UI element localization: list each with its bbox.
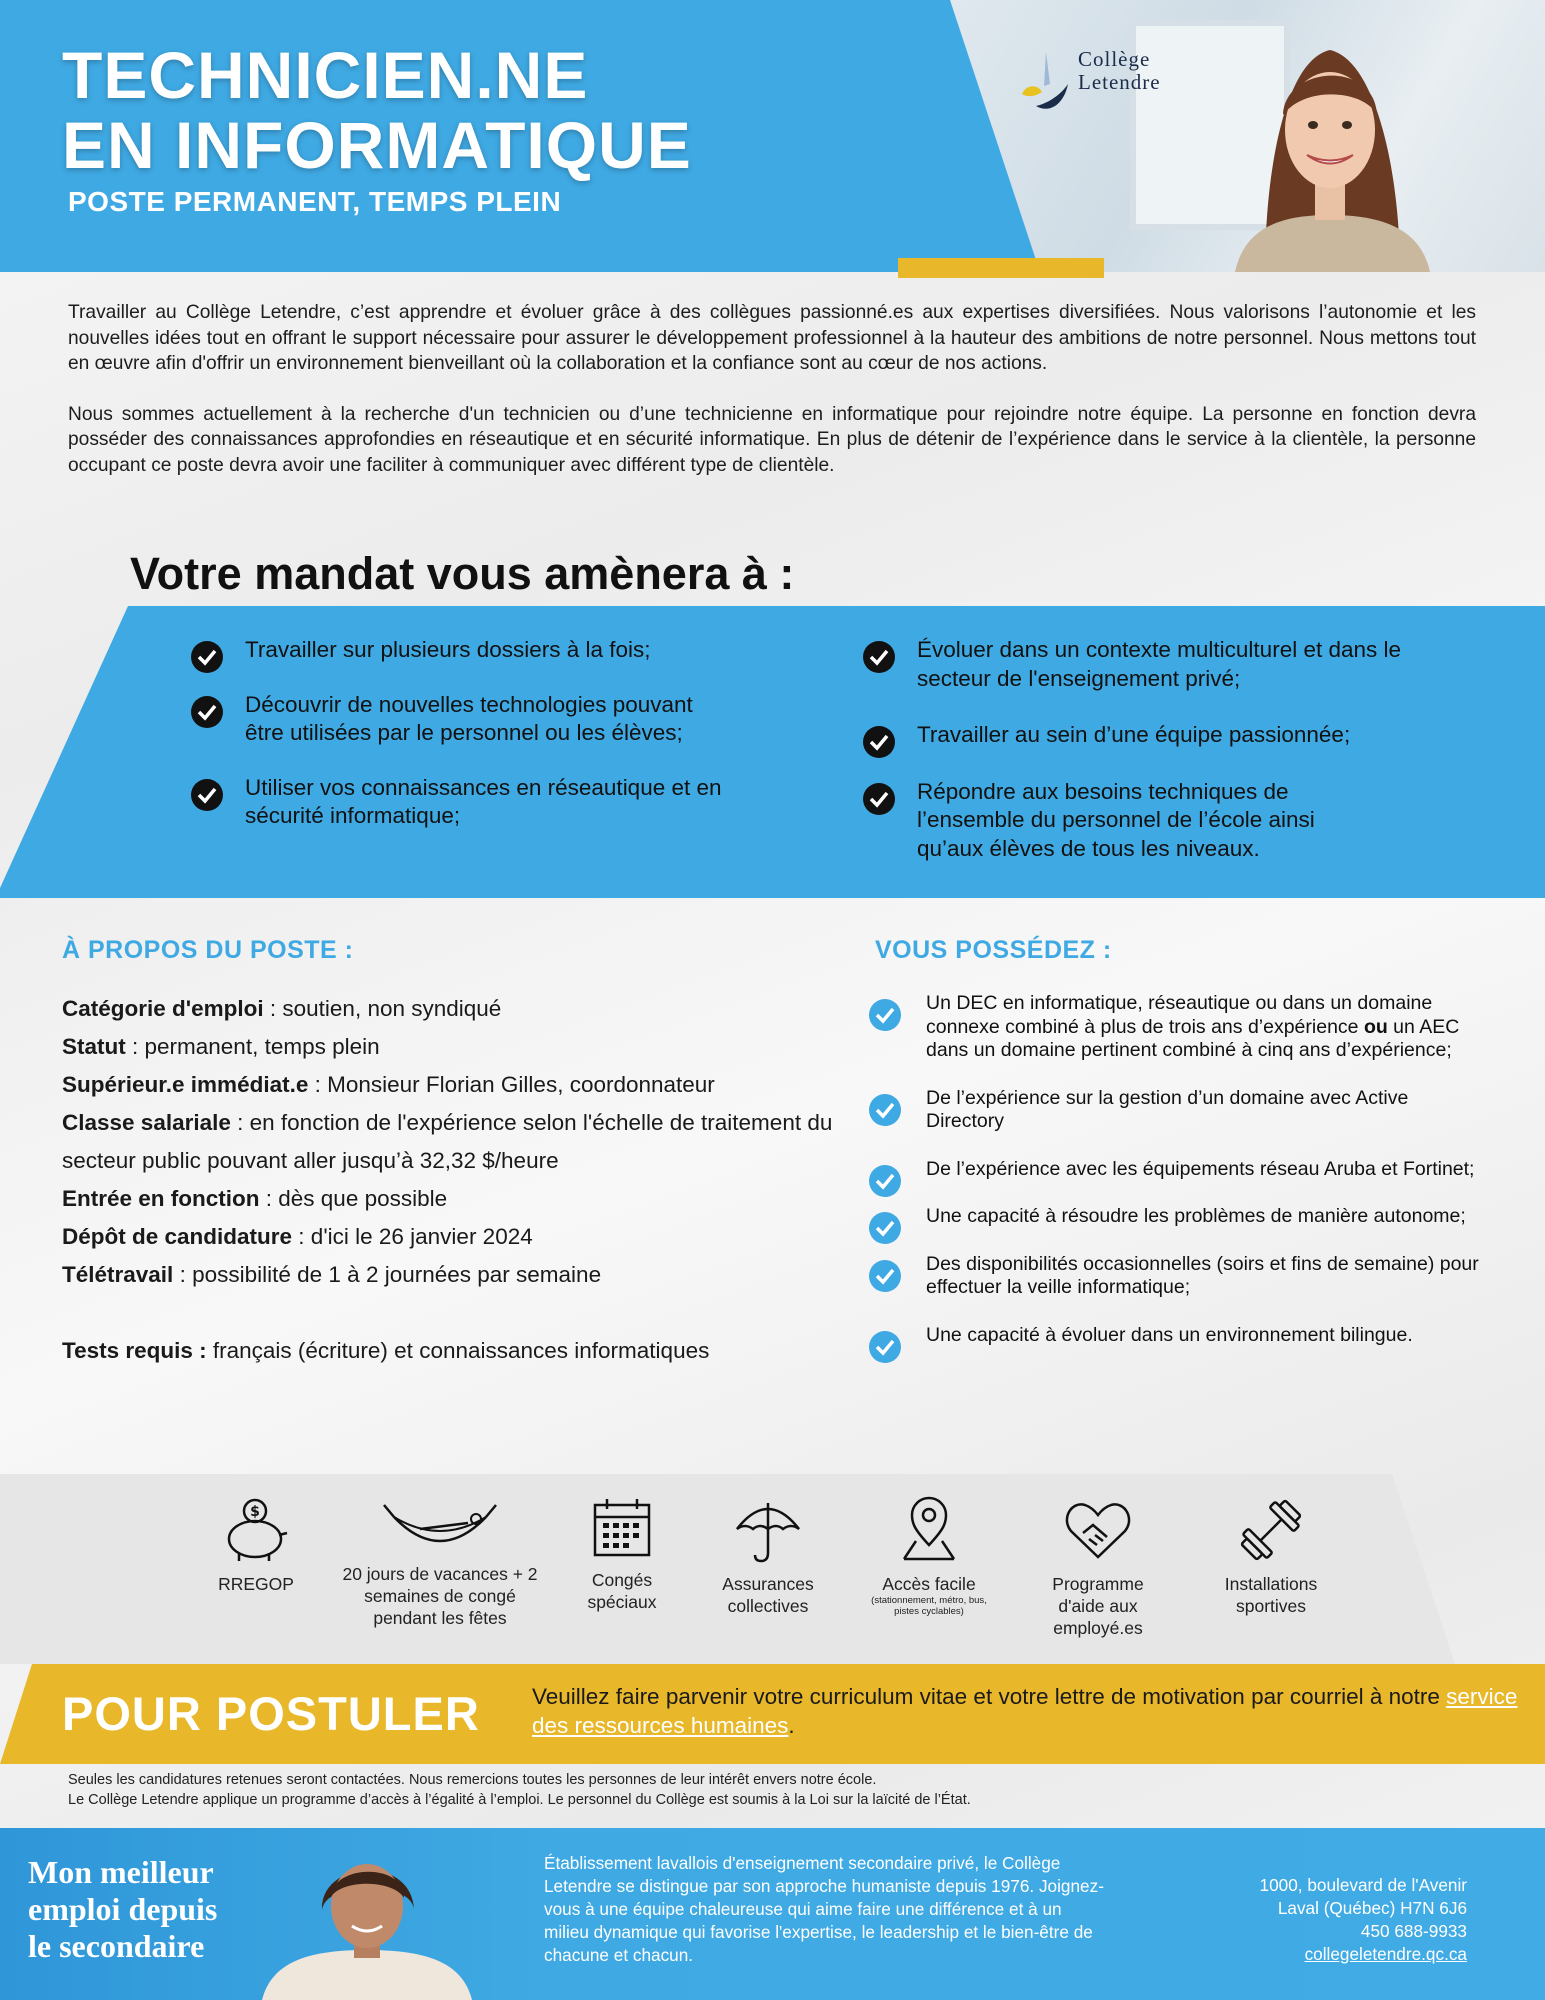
- benefit-assurances: [708, 1495, 828, 1617]
- check-circle-icon: [868, 1330, 902, 1364]
- footer-contact: [1260, 1874, 1467, 1966]
- detail-row: [62, 1218, 842, 1256]
- slogan-line: Mon meilleur: [28, 1854, 214, 1890]
- requirement-text: Une capacité à résoudre les problèmes de manière autonome;: [926, 1205, 1466, 1227]
- requirement-text: De l’expérience sur la gestion d’un domaine avec Active Directory: [926, 1086, 1409, 1132]
- detail-label: Télétravail: [62, 1262, 174, 1287]
- hammock-icon: [380, 1495, 500, 1555]
- benefit-acces: [864, 1495, 994, 1617]
- detail-value: : dès que possible: [259, 1186, 448, 1211]
- requirement-text: Une capacité à évoluer dans un environnement bilingue.: [926, 1323, 1413, 1346]
- footer-slogan: [28, 1854, 217, 1965]
- benefit-conges: [572, 1495, 672, 1613]
- slogan-line: emploi depuis: [28, 1891, 218, 1927]
- detail-value: : possibilité de 1 à 2 journées par semaine: [173, 1262, 602, 1287]
- check-circle-icon: [868, 998, 902, 1032]
- logo-mark-icon: [1016, 44, 1076, 124]
- mandat-item: [190, 691, 750, 748]
- phone-number: 450 688-9933: [1360, 1921, 1467, 1941]
- mandat-item-text: Travailler sur plusieurs dossiers à la fois;: [245, 637, 651, 662]
- detail-row: [62, 1104, 842, 1180]
- check-circle-icon: [190, 695, 224, 729]
- title-line-1: TECHNICIEN.NE: [62, 38, 589, 112]
- address-line: Laval (Québec) H7N 6J6: [1277, 1898, 1467, 1918]
- check-circle-icon: [862, 782, 896, 816]
- check-circle-icon: [868, 1093, 902, 1127]
- address-line: 1000, boulevard de l'Avenir: [1259, 1875, 1467, 1895]
- map-pin-icon: [894, 1495, 964, 1565]
- requirement-item: [866, 1087, 1486, 1134]
- benefit-rregop: [206, 1495, 306, 1595]
- handshake-heart-icon: [1063, 1495, 1133, 1565]
- intro-paragraph-2: Nous sommes actuellement à la recherche d'un technicien ou d’une technicienne en informatique pour rejoindre notre équipe. La personne en fonction devra posséder des connaissances approfondies en réseautique et en sécurité informatique. En plus de détenir de l’expérience dans le service à la clientèle, la personne occupant ce poste devra avoir une faciliter à communiquer avec différent type de clientèle.: [68, 403, 1476, 476]
- detail-row: [62, 1028, 842, 1066]
- hr-service-link[interactable]: service des ressources humaines: [532, 1684, 1518, 1738]
- possedez-heading: VOUS POSSÉDEZ :: [875, 936, 1112, 964]
- detail-label: Catégorie d'emploi: [62, 996, 264, 1021]
- fine-print: [68, 1770, 971, 1810]
- detail-row: [62, 1180, 842, 1218]
- requirement-item: [866, 1158, 1486, 1182]
- mandat-item-text: Découvrir de nouvelles technologies pouvant être utilisées par le personnel ou les élèves;: [245, 691, 693, 745]
- piggy-bank-icon: [221, 1495, 291, 1565]
- requirement-text: Un DEC en informatique, réseautique ou dans un domaine connexe combiné à plus de trois ans d’expérience: [926, 992, 1433, 1038]
- website-link[interactable]: collegeletendre.qc.ca: [1304, 1944, 1467, 1964]
- requirement-emphasis: ou: [1363, 1015, 1388, 1038]
- requirement-item: [866, 1324, 1486, 1348]
- detail-label: Supérieur.e immédiat.e: [62, 1072, 309, 1097]
- mandat-item: [862, 721, 1442, 750]
- college-logo: [1016, 44, 1206, 124]
- umbrella-icon: [733, 1495, 803, 1565]
- detail-label: Dépôt de candidature: [62, 1224, 293, 1249]
- mandat-item: [862, 778, 1442, 864]
- detail-row: [62, 990, 842, 1028]
- detail-label: Statut: [62, 1034, 126, 1059]
- mandat-list-left: [190, 636, 750, 831]
- fine-print-line: Seules les candidatures retenues seront contactées. Nous remercions toutes les personnes de leur intérêt envers notre école.: [68, 1772, 877, 1788]
- benefit-sport: [1206, 1495, 1336, 1617]
- mandat-item-text: Répondre aux besoins techniques de l’ensemble du personnel de l’école ainsi qu’aux élèves de tous les niveaux.: [917, 778, 1315, 861]
- mandat-item-text: Travailler au sein d’une équipe passionnée;: [917, 722, 1351, 747]
- employee-photo-icon: [262, 1840, 472, 2000]
- benefit-label: Installations sportives: [1224, 1574, 1318, 1616]
- dumbbell-icon: [1236, 1495, 1306, 1565]
- check-circle-icon: [868, 1259, 902, 1293]
- requirement-text: Des disponibilités occasionnelles (soirs et fins de semaine) pour effectuer la veille informatique;: [926, 1252, 1479, 1298]
- mandat-heading: Votre mandat vous amènera à :: [130, 548, 795, 599]
- detail-row: [62, 1066, 842, 1104]
- detail-value: : permanent, temps plein: [125, 1034, 380, 1059]
- mandat-item-text: Utiliser vos connaissances en réseautique et en sécurité informatique;: [245, 774, 722, 828]
- benefit-label: 20 jours de vacances + 2 semaines de congé pendant les fêtes: [342, 1564, 538, 1628]
- page-title: [62, 40, 692, 180]
- detail-value: : Monsieur Florian Gilles, coordonnateur: [308, 1072, 715, 1097]
- detail-value: français (écriture) et connaissances informatiques: [206, 1338, 710, 1363]
- check-circle-icon: [862, 640, 896, 674]
- benefit-label: Programme d'aide aux employé.es: [1052, 1574, 1144, 1638]
- benefit-label: Assurances collectives: [722, 1574, 814, 1616]
- detail-label: Entrée en fonction: [62, 1186, 260, 1211]
- benefit-label: Congés spéciaux: [587, 1570, 657, 1612]
- benefit-programme: [1030, 1495, 1166, 1639]
- svg-text:$: $: [250, 1504, 260, 1520]
- title-line-2: EN INFORMATIQUE: [62, 108, 692, 182]
- benefit-vacances: [340, 1495, 540, 1629]
- detail-row: [62, 1332, 842, 1370]
- benefit-note: (stationnement, métro, bus, pistes cyclables): [871, 1595, 987, 1617]
- requirement-text: un AEC dans un domaine pertinent combiné à cinq ans d’expérience;: [926, 1015, 1460, 1061]
- detail-value: : d'ici le 26 janvier 2024: [292, 1224, 533, 1249]
- requirement-item: [866, 1253, 1486, 1300]
- check-circle-icon: [868, 1211, 902, 1245]
- slogan-line: le secondaire: [28, 1928, 205, 1964]
- footer-description: Établissement lavallois d'enseignement secondaire privé, le Collège Letendre se distingue par son approche humaniste depuis 1976. Joignez-vous à une équipe chaleureuse qui aime faire une différence et à un milieu dynamique qui favorise l'expertise, le leadership et le bien-être de chacune et chacun.: [544, 1853, 1104, 1965]
- intro-text: [68, 300, 1476, 503]
- detail-label: Classe salariale: [62, 1110, 231, 1135]
- requirement-item: [866, 992, 1486, 1063]
- poste-heading: À PROPOS DU POSTE :: [62, 936, 354, 964]
- apply-text: [532, 1682, 1522, 1740]
- detail-row: [62, 1256, 842, 1294]
- mandat-item: [862, 636, 1442, 693]
- intro-paragraph-1: Travailler au Collège Letendre, c’est apprendre et évoluer grâce à des collègues passionné.es aux expertises diversifiées. Nous valorisons l’autonomie et les nouvelles idées tout en offrant le support nécessaire pour assurer le développement professionnel à la hauteur des ambitions de notre personnel. Nous mettons tout en œuvre afin d'offrir un environnement bienveillant où la collaboration et la confiance sont au cœur de nos actions.: [68, 302, 1476, 374]
- check-circle-icon: [862, 725, 896, 759]
- person-photo-icon: [1225, 20, 1435, 272]
- fine-print-line: Le Collège Letendre applique un programme d’accès à l’égalité à l’emploi. Le personnel du Collège est soumis à la Loi sur la laïcité de l’État.: [68, 1792, 971, 1808]
- calendar-icon: [589, 1495, 655, 1561]
- detail-value: : soutien, non syndiqué: [263, 996, 502, 1021]
- logo-wordmark: [1078, 48, 1161, 94]
- mandat-list-right: [862, 636, 1442, 863]
- apply-heading: POUR POSTULER: [62, 1687, 480, 1740]
- mandat-item: [190, 636, 750, 665]
- logo-line-1: Collège: [1078, 47, 1151, 71]
- check-circle-icon: [868, 1164, 902, 1198]
- requirement-item: [866, 1205, 1486, 1229]
- detail-value: : en fonction de l'expérience selon l'échelle de traitement du secteur public pouvant aller jusqu’à 32,32 $/heure: [62, 1110, 833, 1173]
- benefit-label: RREGOP: [218, 1574, 294, 1594]
- accent-bar: [898, 258, 1104, 278]
- logo-line-2: Letendre: [1078, 70, 1161, 94]
- benefit-label: Accès facile: [882, 1574, 976, 1594]
- page-subtitle: POSTE PERMANENT, TEMPS PLEIN: [68, 186, 562, 217]
- mandat-item-text: Évoluer dans un contexte multiculturel et dans le secteur de l'enseignement privé;: [917, 637, 1402, 691]
- detail-label: Tests requis :: [62, 1338, 207, 1363]
- requirement-text: De l’expérience avec les équipements réseau Aruba et Fortinet;: [926, 1157, 1475, 1180]
- requirements-list: [866, 992, 1486, 1347]
- apply-instructions: Veuillez faire parvenir votre curriculum vitae et votre lettre de motivation par courriel à notre: [532, 1684, 1447, 1709]
- apply-period: .: [788, 1713, 795, 1738]
- mandat-item: [190, 774, 750, 831]
- check-circle-icon: [190, 640, 224, 674]
- poste-details: [62, 990, 842, 1370]
- check-circle-icon: [190, 778, 224, 812]
